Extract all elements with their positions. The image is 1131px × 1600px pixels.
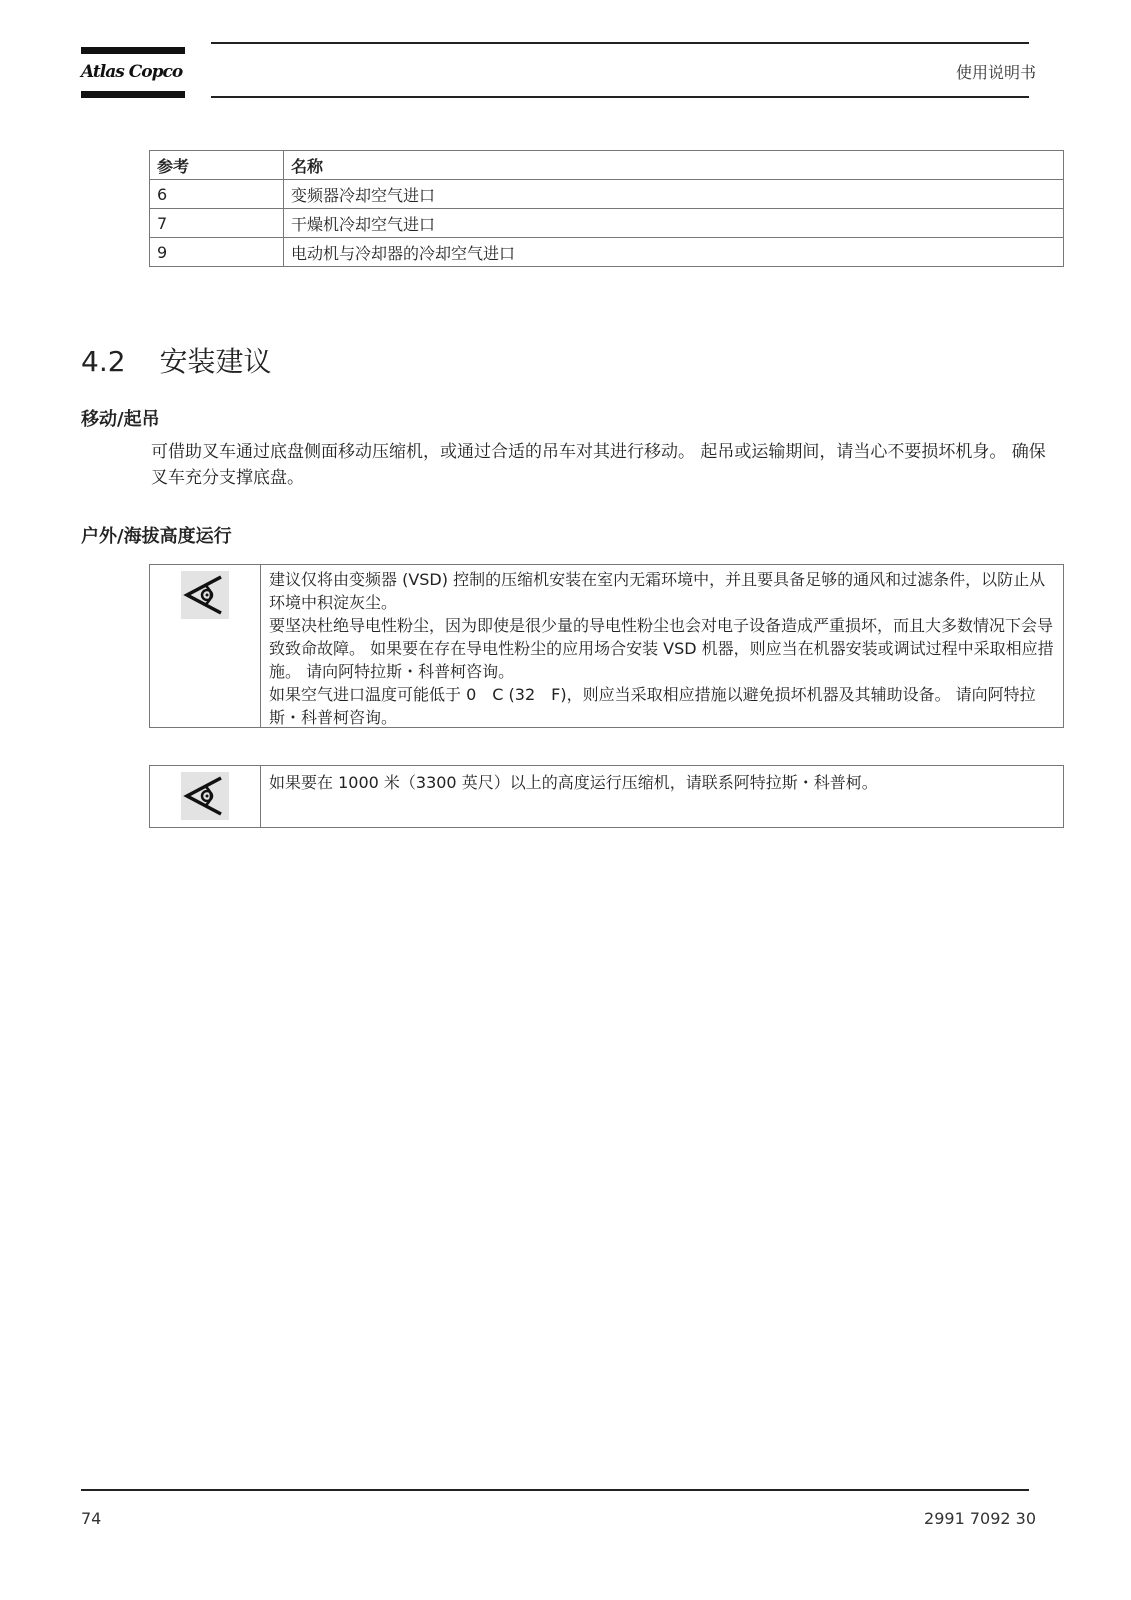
logo-bar-top bbox=[81, 47, 185, 54]
section-heading: 安装建议 bbox=[159, 345, 272, 378]
logo-wordmark: Atlas Copco bbox=[81, 62, 183, 82]
note-box-vsd bbox=[149, 564, 1064, 728]
document-type: 使用说明书 bbox=[955, 63, 1036, 82]
note-icon-cell bbox=[150, 565, 261, 727]
section-title bbox=[81, 340, 272, 380]
note-paragraph: 要坚决杜绝导电性粉尘，因为即使是很少量的导电性粉尘也会对电子设备造成严重损坏，而且大多数情况下会导致致命故障。 如果要在存在导电性粉尘的应用场合安装 VSD 机器，则应当在机器安装或调试过程中采取相应措施。 请向阿特拉斯・科普柯咨询。 bbox=[269, 616, 1054, 681]
atlas-copco-logo bbox=[81, 47, 185, 99]
section-number: 4.2 bbox=[81, 345, 126, 378]
eye-attention-icon bbox=[181, 772, 229, 820]
header-rule-top bbox=[211, 42, 1029, 44]
note-text-vsd bbox=[261, 565, 1063, 727]
moving-paragraph: 可借助叉车通过底盘侧面移动压缩机，或通过合适的吊车对其进行移动。 起吊或运输期间，请当心不要损坏机身。 确保叉车充分支撑底盘。 bbox=[151, 442, 1046, 488]
table-header-row bbox=[150, 151, 1064, 180]
table-cell-name: 变频器冷却空气进口 bbox=[284, 180, 1064, 209]
column-header-ref: 参考 bbox=[150, 151, 284, 180]
eye-attention-icon bbox=[181, 571, 229, 619]
table-row bbox=[150, 209, 1064, 238]
table-cell-name: 电动机与冷却器的冷却空气进口 bbox=[284, 238, 1064, 267]
logo-bar-bottom bbox=[81, 91, 185, 98]
table-cell-ref: 7 bbox=[150, 209, 284, 238]
table-row bbox=[150, 238, 1064, 267]
table-row bbox=[150, 180, 1064, 209]
footer-rule bbox=[81, 1489, 1029, 1491]
column-header-name: 名称 bbox=[284, 151, 1064, 180]
header-rule-bottom bbox=[211, 96, 1029, 98]
note-icon-cell bbox=[150, 766, 261, 827]
reference-table bbox=[149, 150, 1064, 267]
table-cell-name: 干燥机冷却空气进口 bbox=[284, 209, 1064, 238]
page-number: 74 bbox=[81, 1509, 102, 1528]
note-text-altitude: 如果要在 1000 米（3300 英尺）以上的高度运行压缩机，请联系阿特拉斯・科普柯。 bbox=[269, 773, 878, 792]
table-cell-ref: 6 bbox=[150, 180, 284, 209]
subheading-outdoor: 户外/海拔高度运行 bbox=[81, 526, 232, 547]
subheading-moving: 移动/起吊 bbox=[81, 409, 160, 430]
document-number: 2991 7092 30 bbox=[924, 1509, 1036, 1528]
note-paragraph: 如果空气进口温度可能低于 0 C (32 F)，则应当采取相应措施以避免损坏机器及其辅助设备。 请向阿特拉斯・科普柯咨询。 bbox=[269, 685, 1036, 727]
note-paragraph: 建议仅将由变频器 (VSD) 控制的压缩机安装在室内无霜环境中，并且要具备足够的通风和过滤条件，以防止从环境中积淀灰尘。 bbox=[269, 570, 1046, 612]
table-cell-ref: 9 bbox=[150, 238, 284, 267]
note-box-altitude bbox=[149, 765, 1064, 828]
